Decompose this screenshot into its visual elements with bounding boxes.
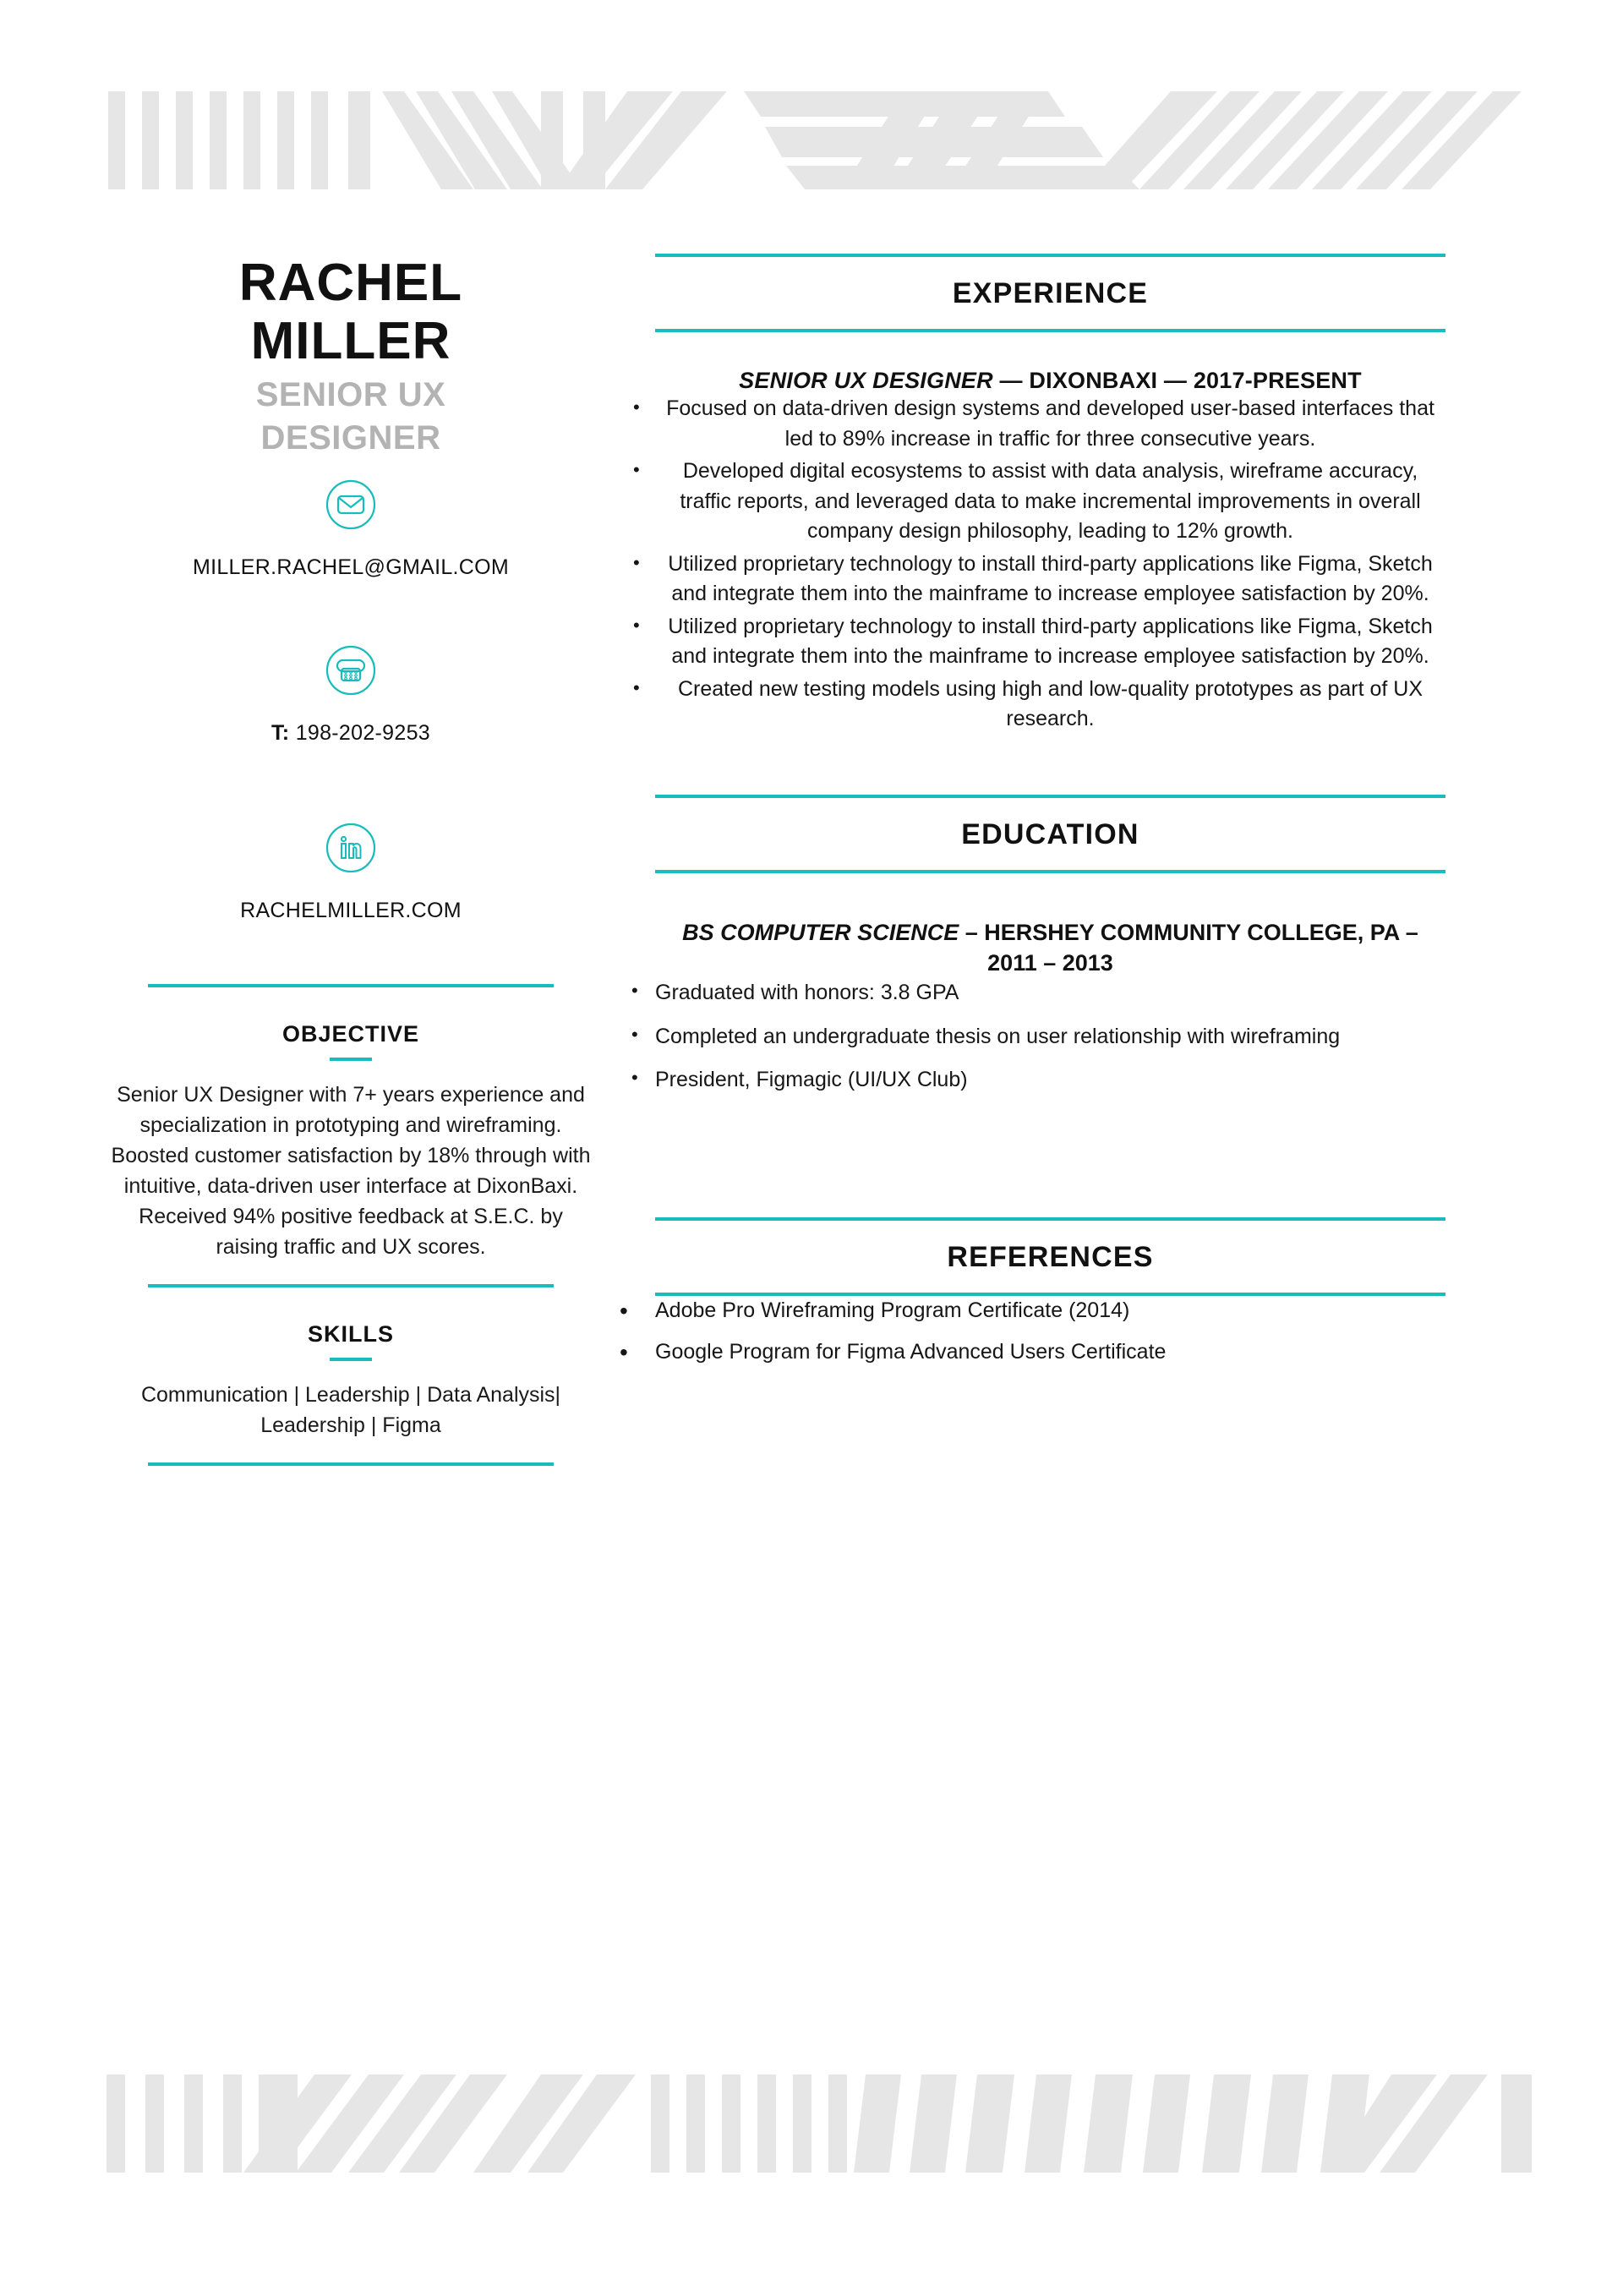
website-value: RACHELMILLER.COM	[240, 899, 462, 923]
divider-under-skills-heading	[330, 1358, 372, 1361]
objective-body: Senior UX Designer with 7+ years experience and specialization in prototyping and wireframing. Boosted customer satisfaction by 18% through with intuitive, data-driven user interface at DixonBaxi. Received 94% positive feedback at S.E.C. by raising traffic and UX scores.	[111, 1083, 591, 1260]
linkedin-icon	[101, 822, 600, 878]
email-value: MILLER.RACHEL@GMAIL.COM	[192, 555, 509, 580]
list-item: • Utilized proprietary technology to install third-party applications like Figma, Sketch and integrate them into the mainframe to increase employee satisfaction by 20%.	[655, 612, 1445, 672]
section-heading-objective: OBJECTIVE	[281, 1021, 420, 1047]
phone-label: T:	[271, 721, 290, 746]
phone-value	[101, 721, 600, 746]
phone-number: 198-202-9253	[295, 721, 430, 746]
right-column	[655, 254, 1445, 1380]
envelope-icon	[101, 478, 600, 535]
experience-company-dates: — DIXONBAXI — 2017-PRESENT	[992, 368, 1362, 393]
list-item: • Focused on data-driven design systems and developed user-based interfaces that led to 89% increase in traffic for three consecutive years.	[655, 394, 1445, 454]
list-item: • Completed an undergraduate thesis on user relationship with wireframing	[655, 1022, 1445, 1052]
divider-below-education-heading	[655, 870, 1445, 873]
list-item: • President, Figmagic (UI/UX Club)	[655, 1065, 1445, 1096]
list-item: • Graduated with honors: 3.8 GPA	[655, 978, 1445, 1009]
list-item: • Google Program for Figma Advanced Users Certificate	[655, 1337, 1445, 1368]
section-heading-skills: SKILLS	[307, 1321, 394, 1348]
list-item: • Utilized proprietary technology to install third-party applications like Figma, Sketch and integrate them into the mainframe to increase employee satisfaction by 20%.	[655, 549, 1445, 610]
subtitle-role-line2: DESIGNER	[260, 418, 441, 456]
contact-phone[interactable]	[101, 644, 600, 746]
divider-above-skills	[148, 1284, 554, 1287]
divider-under-objective-heading	[330, 1058, 372, 1061]
decorative-stripe-band-top	[0, 91, 1623, 189]
education-degree-title	[655, 917, 1445, 979]
experience-bullet-list	[655, 394, 1445, 735]
page-title-first-name: RACHEL	[238, 254, 463, 312]
divider-above-objective	[148, 984, 554, 987]
section-heading-experience: EXPERIENCE	[952, 277, 1149, 309]
education-degree: BS COMPUTER SCIENCE	[682, 919, 959, 945]
experience-job-title	[655, 368, 1445, 394]
left-column	[101, 254, 600, 1466]
contact-email[interactable]	[101, 478, 600, 580]
page-title-last-name: MILLER	[250, 312, 451, 371]
education-bullet-list	[655, 978, 1445, 1096]
list-item: • Developed digital ecosystems to assist with data analysis, wireframe accuracy, traffic reports, and leveraged data to make incremental improvements in overall company design philosophy, leading to 12% growth.	[655, 456, 1445, 547]
skills-body: Communication | Leadership | Data Analysis| Leadership | Figma	[140, 1383, 561, 1438]
list-item: • Created new testing models using high and low-quality prototypes as part of UX research.	[655, 675, 1445, 735]
divider-below-skills	[148, 1462, 554, 1466]
list-item: • Adobe Pro Wireframing Program Certificate (2014)	[655, 1296, 1445, 1326]
telephone-icon	[101, 644, 600, 701]
section-heading-references: REFERENCES	[947, 1240, 1154, 1273]
contact-website[interactable]	[101, 822, 600, 923]
divider-below-experience-heading	[655, 329, 1445, 332]
references-bullet-list	[655, 1296, 1445, 1368]
experience-job-role: SENIOR UX DESIGNER	[739, 368, 993, 393]
section-heading-education: EDUCATION	[961, 817, 1139, 850]
subtitle-role-line1: SENIOR UX	[255, 375, 446, 413]
decorative-stripe-band-bottom	[0, 2075, 1623, 2173]
education-school-dates: – HERSHEY COMMUNITY COLLEGE, PA – 2011 – 2013	[959, 919, 1418, 976]
